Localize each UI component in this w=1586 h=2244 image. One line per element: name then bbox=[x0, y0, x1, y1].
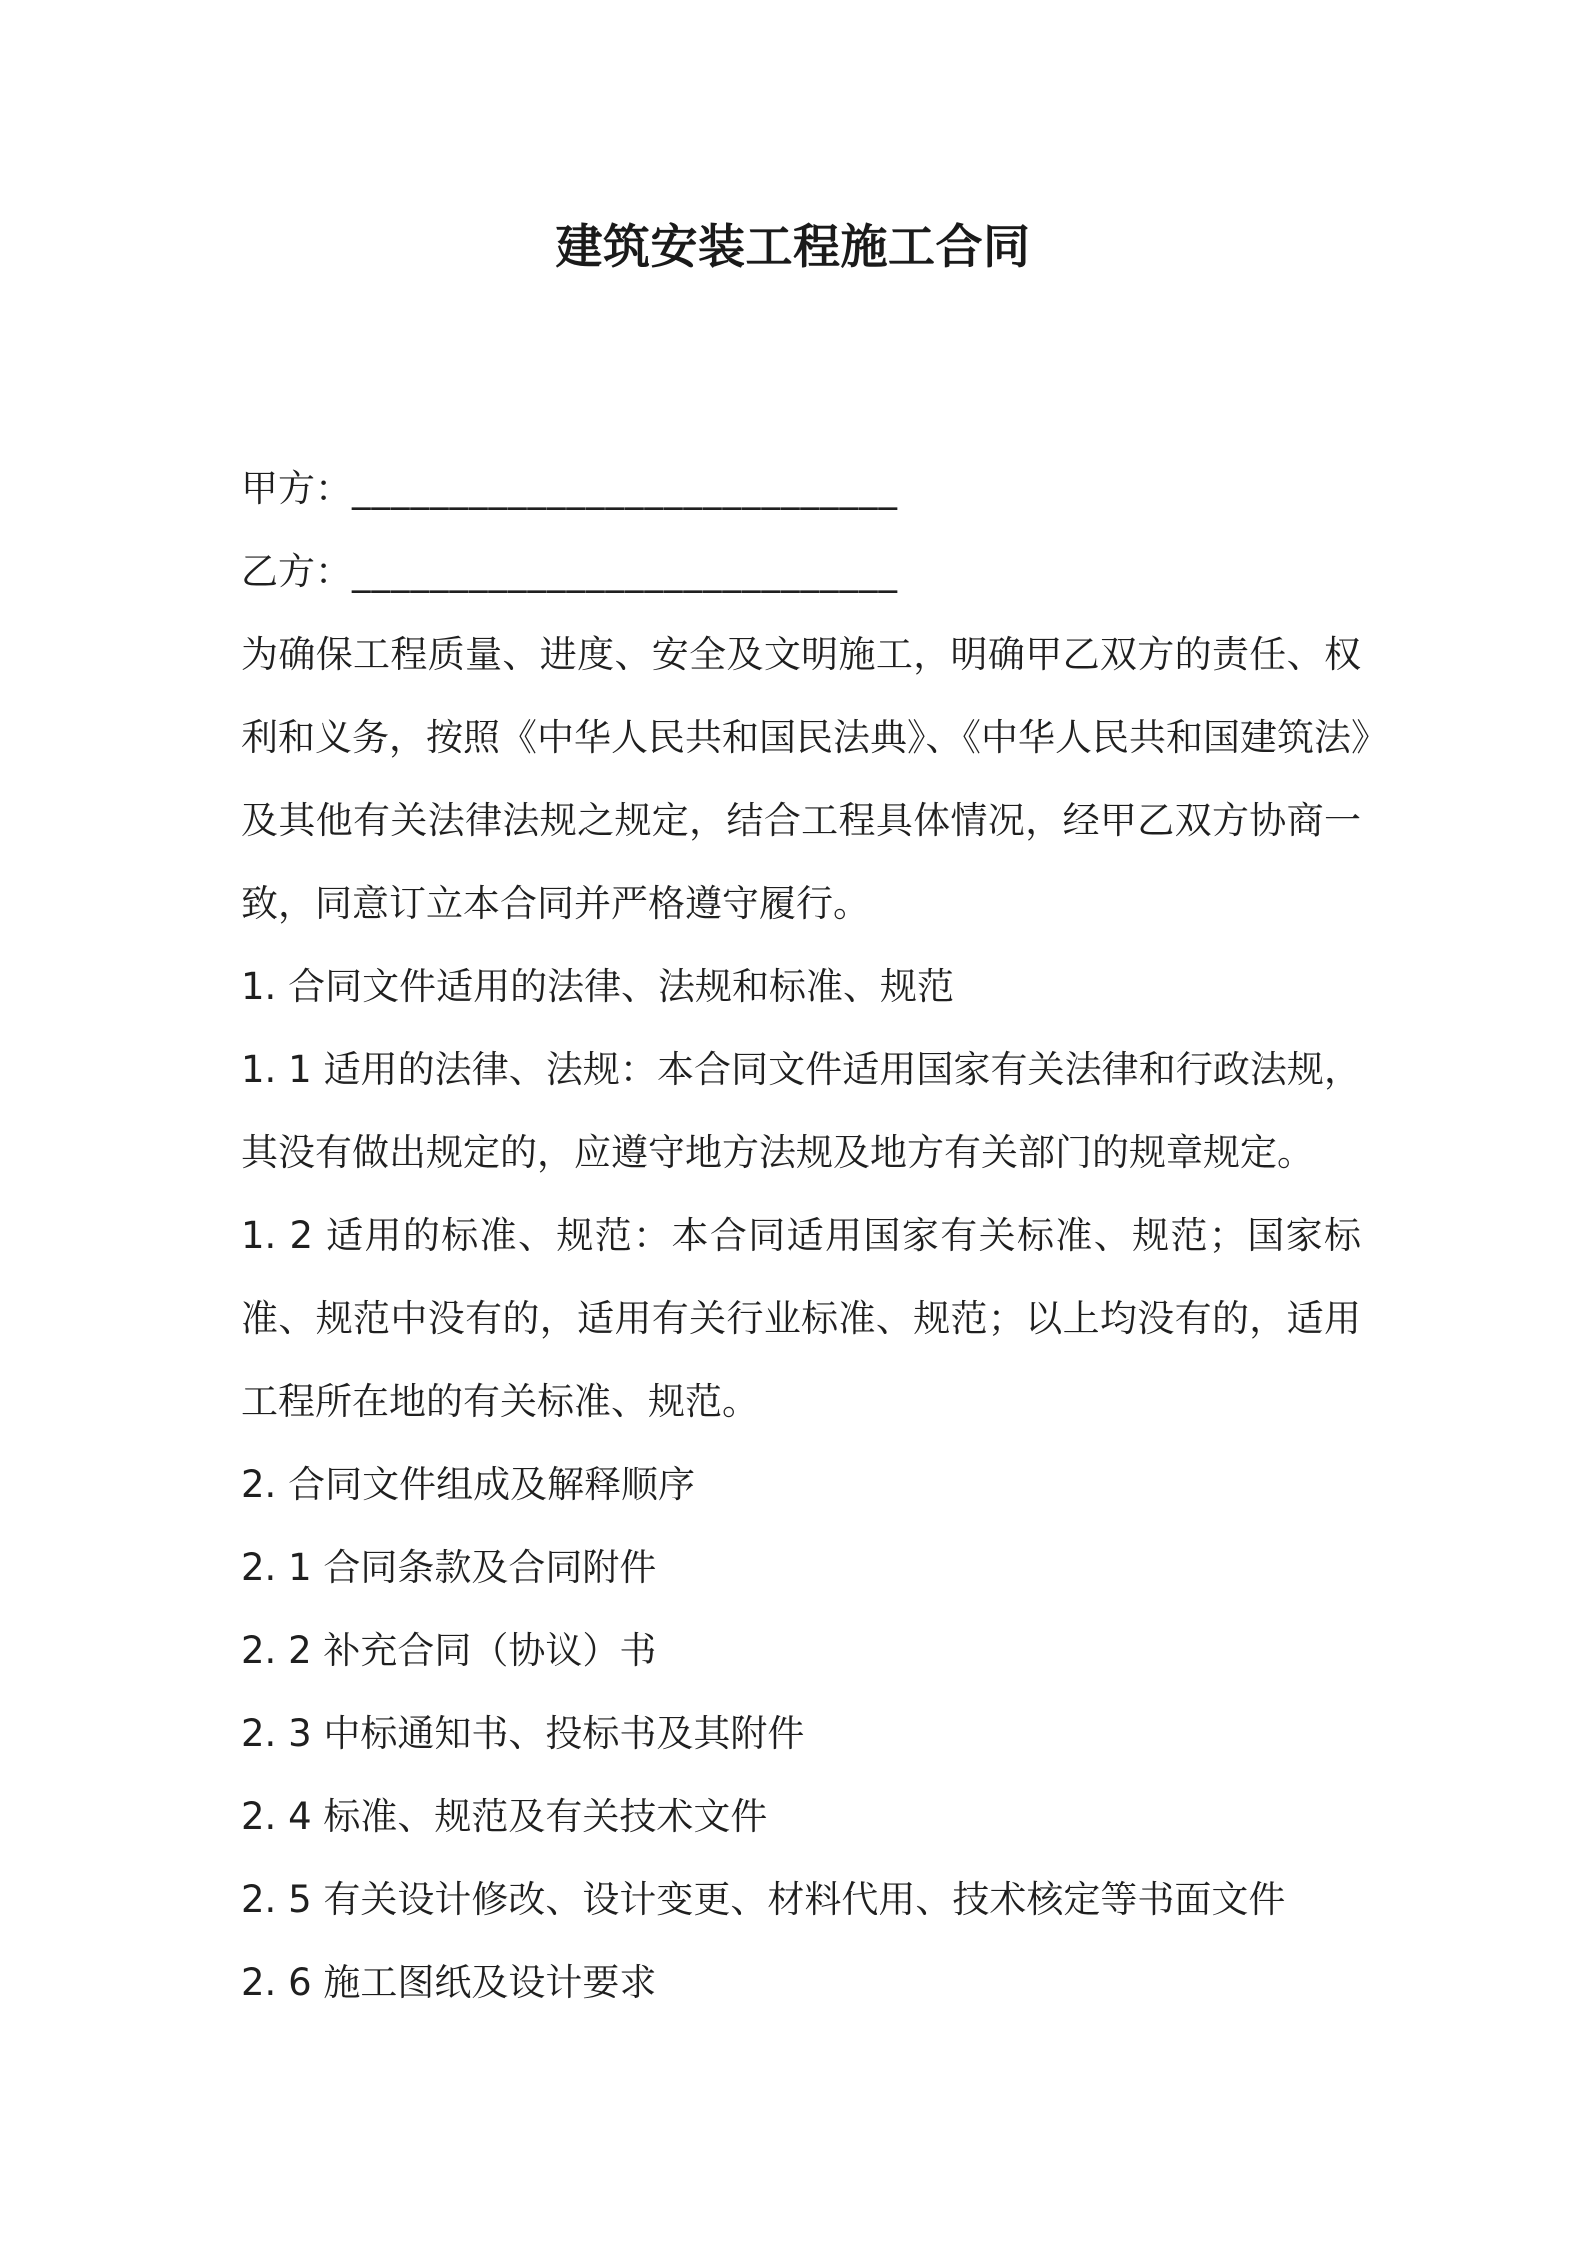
section-2-item-4: 2. 4 标准、规范及有关技术文件 bbox=[241, 1795, 768, 1838]
section-1-2-line-1: 1. 2 适用的标准、规范：本合同适用国家有关标准、规范；国家标 bbox=[241, 1214, 1361, 1257]
preamble-line-4: 致，同意订立本合同并严格遵守履行。 bbox=[241, 882, 870, 925]
section-2-item-3: 2. 3 中标通知书、投标书及其附件 bbox=[241, 1712, 805, 1755]
document-title: 建筑安装工程施工合同 bbox=[555, 220, 1031, 275]
party-a-label: 甲方： bbox=[241, 467, 352, 510]
section-1-2-line-2: 准、规范中没有的，适用有关行业标准、规范；以上均没有的，适用 bbox=[241, 1297, 1361, 1340]
section-1-2-line-3: 工程所在地的有关标准、规范。 bbox=[241, 1380, 759, 1423]
party-a-line bbox=[241, 447, 1361, 530]
section-1-1-line-2: 其没有做出规定的，应遵守地方法规及地方有关部门的规章规定。 bbox=[241, 1131, 1314, 1174]
section-2-heading: 2. 合同文件组成及解释顺序 bbox=[241, 1463, 696, 1506]
preamble-line-2: 利和义务，按照《中华人民共和国民法典》、《中华人民共和国建筑法》 bbox=[241, 716, 1388, 759]
party-a-blank: ____________________________ bbox=[352, 467, 898, 510]
section-1-1-line-1: 1. 1 适用的法律、法规：本合同文件适用国家有关法律和行政法规， bbox=[241, 1048, 1361, 1091]
party-b-line bbox=[241, 530, 1361, 613]
section-2-item-1: 2. 1 合同条款及合同附件 bbox=[241, 1546, 657, 1589]
section-2-item-2: 2. 2 补充合同（协议）书 bbox=[241, 1629, 657, 1672]
section-2-item-5: 2. 5 有关设计修改、设计变更、材料代用、技术核定等书面文件 bbox=[241, 1878, 1286, 1921]
section-2-item-6: 2. 6 施工图纸及设计要求 bbox=[241, 1961, 657, 2004]
document-body bbox=[241, 447, 1388, 2024]
section-1-heading: 1. 合同文件适用的法律、法规和标准、规范 bbox=[241, 965, 955, 1008]
preamble-line-1: 为确保工程质量、进度、安全及文明施工，明确甲乙双方的责任、权 bbox=[241, 633, 1361, 676]
preamble-line-3: 及其他有关法律法规之规定，结合工程具体情况，经甲乙双方协商一 bbox=[241, 799, 1361, 842]
party-b-blank: ____________________________ bbox=[352, 550, 898, 593]
party-b-label: 乙方： bbox=[241, 550, 352, 593]
